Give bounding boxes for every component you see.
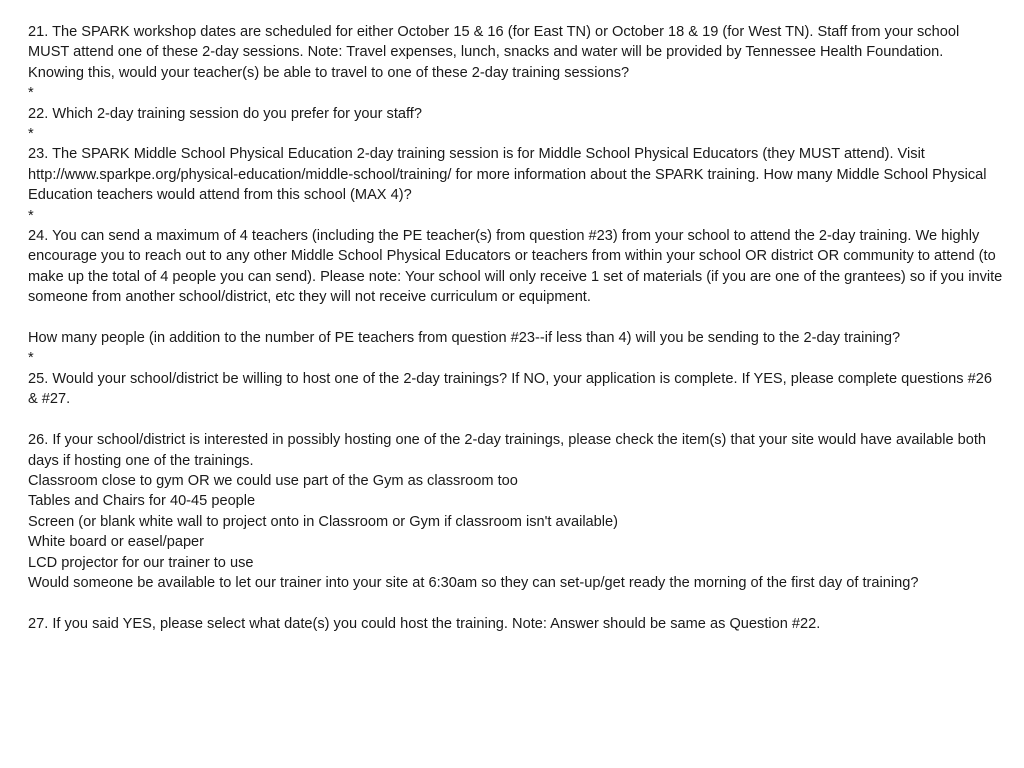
spacer	[28, 308, 1003, 328]
spacer	[28, 410, 1003, 430]
survey-questions-slide	[28, 22, 1003, 634]
question-27-text: 27. If you said YES, please select what date(s) you could host the training. Note: Answer should be same as Question #22.	[28, 615, 821, 632]
question-26-option: Would someone be available to let our trainer into your site at 6:30am so they can set-up/get ready the morning of the first day of training?	[28, 574, 919, 591]
question-26-option: White board or easel/paper	[28, 534, 205, 551]
question-24-followup: How many people (in addition to the number of PE teachers from question #23--if less than 4) will you be sending to the 2-day training?	[28, 330, 901, 347]
question-26-option: LCD projector for our trainer to use	[28, 554, 254, 571]
question-24-text: 24. You can send a maximum of 4 teachers (including the PE teacher(s) from question #23) from your school to attend the 2-day training. We highly encourage you to reach out to any other Middle School Physical Educators or teachers from within your school OR district OR community to attend (to make up the total of 4 people you can send). Please note: Your school will only receive 1 set of materials (if you are one of the grantees) so if you invite someone from another school/district, etc they will not receive curriculum or equipment.	[28, 228, 1003, 306]
question-22-required-marker: *	[28, 126, 34, 143]
question-21-text: 21. The SPARK workshop dates are scheduled for either October 15 & 16 (for East TN) or October 18 & 19 (for West TN). Staff from your school MUST attend one of these 2-day sessions. Note: Travel expenses, lunch, snacks and water will be provided by Tennessee Health Foundation. Knowing this, would your teacher(s) be able to travel to one of these 2-day training sessions?	[28, 24, 960, 81]
question-26-text: 26. If your school/district is interested in possibly hosting one of the 2-day trainings, please check the item(s) that your site would have available both days if hosting one of the trainings.	[28, 432, 987, 469]
question-24-required-marker: *	[28, 350, 34, 367]
question-21-required-marker: *	[28, 85, 34, 102]
question-23-required-marker: *	[28, 207, 34, 224]
question-23-text: 23. The SPARK Middle School Physical Education 2-day training session is for Middle School Physical Educators (they MUST attend). Visit http://www.sparkpe.org/physical-education/middle-school/training/ for more information about the SPARK training. How many Middle School Physical Education teachers would attend from this school (MAX 4)?	[28, 146, 987, 204]
question-26-option: Classroom close to gym OR we could use part of the Gym as classroom too	[28, 472, 518, 489]
question-25-text: 25. Would your school/district be willing to host one of the 2-day trainings? If NO, your application is complete. If YES, please complete questions #26 & #27.	[28, 370, 992, 408]
spacer	[28, 593, 1003, 613]
question-26-option: Tables and Chairs for 40-45 people	[28, 493, 256, 510]
question-22-text: 22. Which 2-day training session do you prefer for your staff?	[28, 105, 422, 122]
question-26-option: Screen (or blank white wall to project onto in Classroom or Gym if classroom isn't available)	[28, 513, 619, 530]
